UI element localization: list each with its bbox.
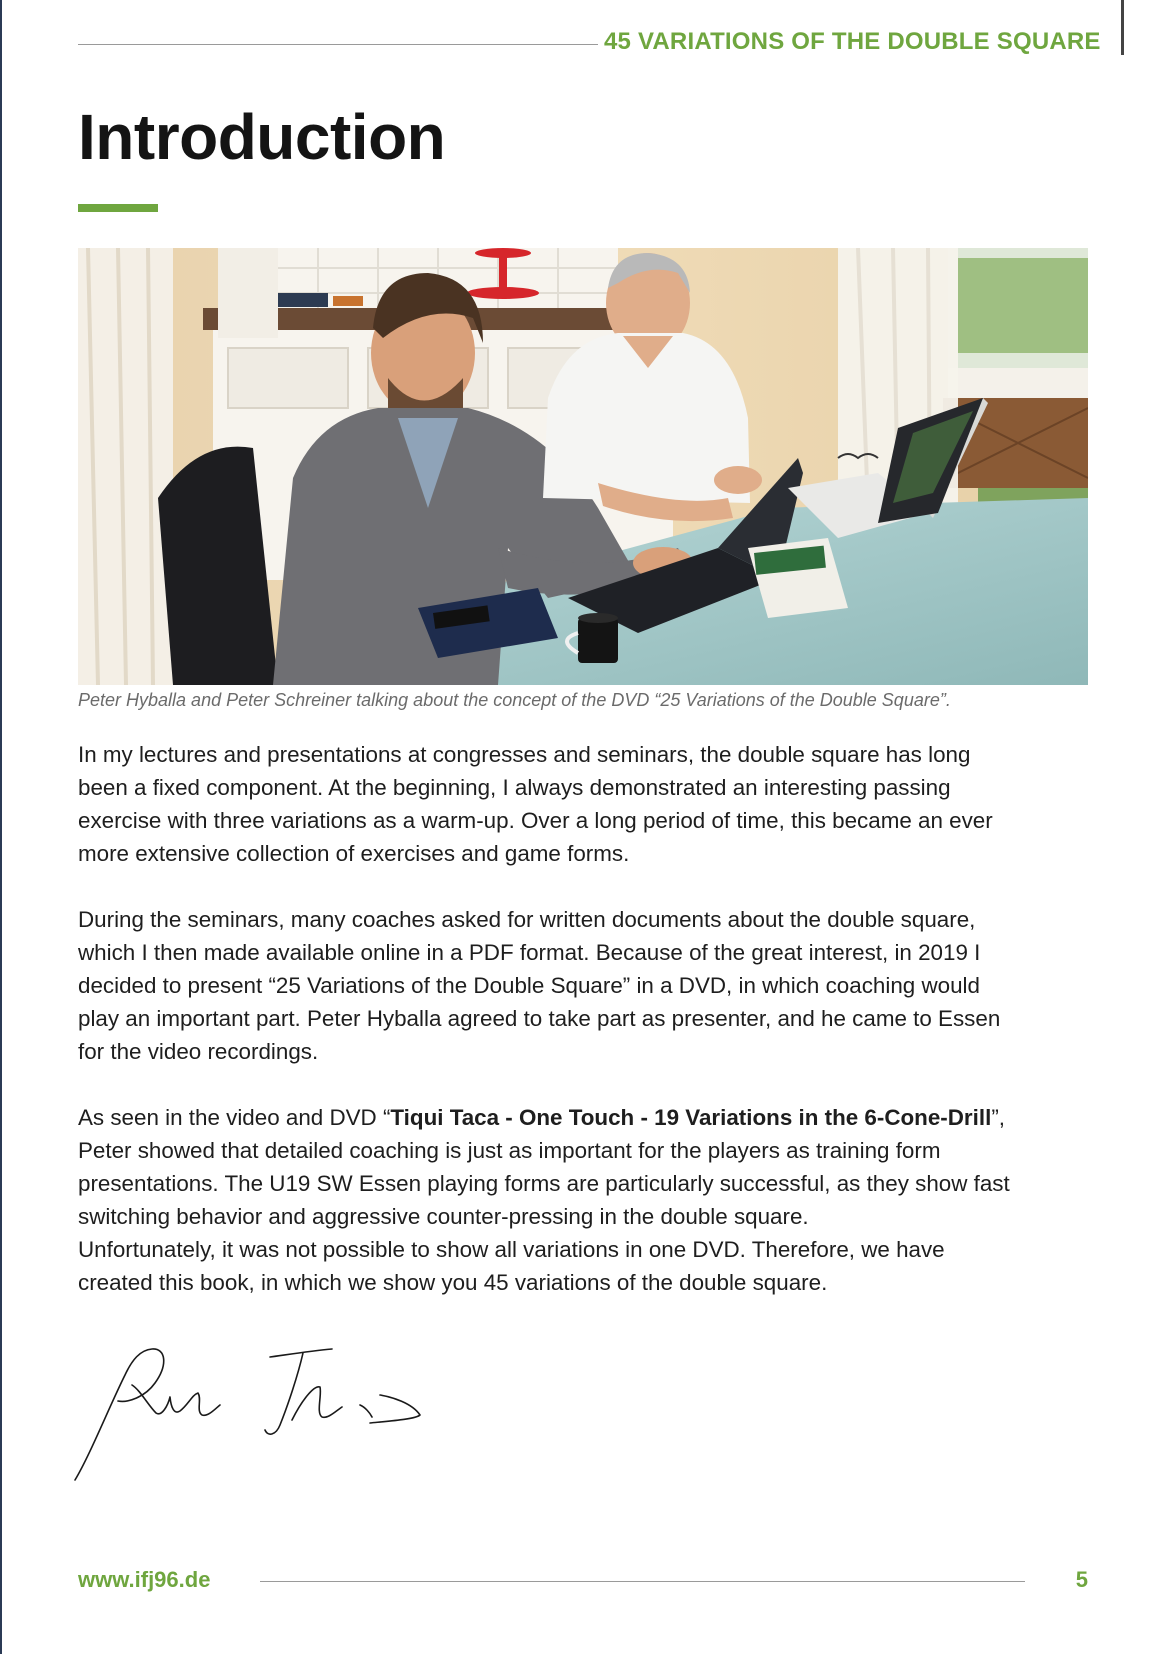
photo-caption: Peter Hyballa and Peter Schreiner talking about the concept of the DVD “25 Variations of the Double Square”.	[78, 690, 951, 710]
text-line: been a fixed component. At the beginning, I always demonstrated an interesting passing	[78, 775, 951, 800]
text-line: presentations. The U19 SW Essen playing forms are particularly successful, as they show fast	[78, 1171, 1010, 1196]
paragraph-2	[78, 903, 1090, 1068]
text-line: Unfortunately, it was not possible to show all variations in one DVD. Therefore, we have	[78, 1237, 945, 1262]
header-rule	[78, 44, 598, 45]
text-line: more extensive collection of exercises and game forms.	[78, 841, 630, 866]
footer-url: www.ifj96.de	[78, 1567, 211, 1592]
title-accent-bar	[78, 204, 158, 212]
page-number: 5	[1075, 1567, 1088, 1592]
page-edge	[0, 0, 2, 1654]
text-line	[78, 1101, 1090, 1134]
footer-rule	[260, 1581, 1025, 1582]
text-line: exercise with three variations as a warm-up. Over a long period of time, this became an ever	[78, 808, 993, 833]
text-line: In my lectures and presentations at congresses and seminars, the double square has long	[78, 742, 971, 767]
text-line: switching behavior and aggressive counter-pressing in the double square.	[78, 1204, 809, 1229]
dvd-title: Tiqui Taca - One Touch - 19 Variations in the 6-Cone-Drill	[390, 1105, 992, 1130]
text-line: created this book, in which we show you 45 variations of the double square.	[78, 1270, 828, 1295]
text-line: play an important part. Peter Hyballa agreed to take part as presenter, and he came to Essen	[78, 1006, 1001, 1031]
paragraph-3	[78, 1101, 1090, 1299]
text-line: which I then made available online in a PDF format. Because of the great interest, in 2019 I	[78, 940, 981, 965]
paragraph-1	[78, 738, 1090, 870]
signature	[70, 1345, 450, 1485]
page-corner-mark	[1121, 0, 1124, 55]
text-segment: As seen in the video and DVD “	[78, 1105, 391, 1130]
text-line: decided to present “25 Variations of the Double Square” in a DVD, in which coaching would	[78, 973, 980, 998]
text-line: Peter showed that detailed coaching is just as important for the players as training form	[78, 1138, 941, 1163]
photo-coaches-at-table	[78, 248, 1088, 685]
text-line: During the seminars, many coaches asked for written documents about the double square,	[78, 907, 976, 932]
body-text	[78, 738, 1090, 1332]
text-line: for the video recordings.	[78, 1039, 319, 1064]
running-title: 45 VARIATIONS OF THE DOUBLE SQUARE	[604, 28, 1101, 55]
page-title: Introduction	[78, 101, 446, 173]
text-segment: ”,	[991, 1105, 1005, 1130]
